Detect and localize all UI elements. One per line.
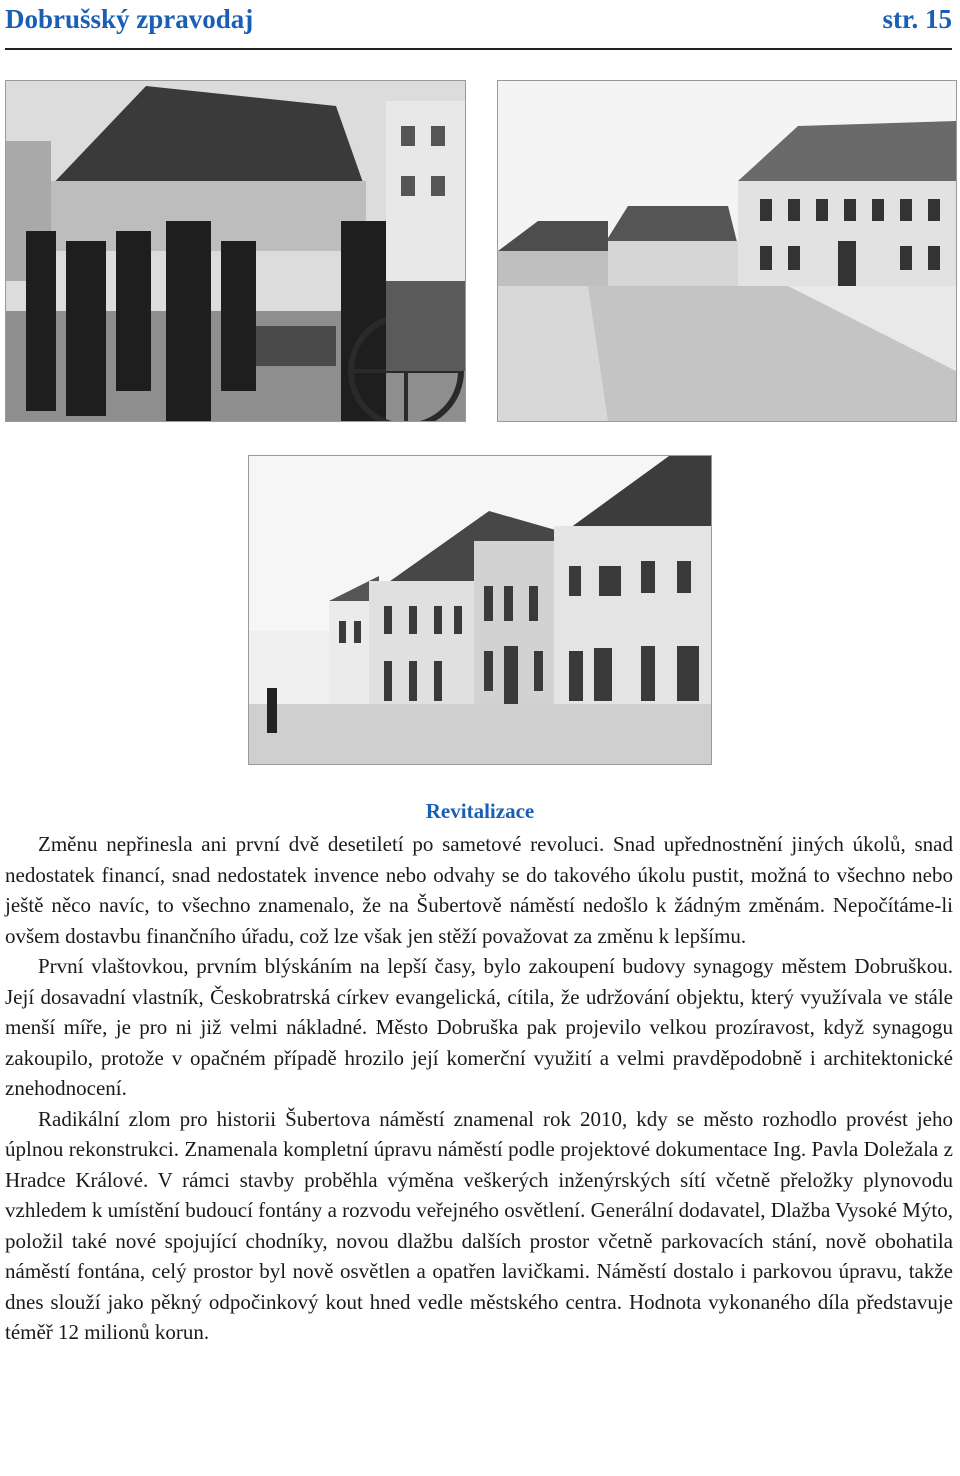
article-paragraph: Radikální zlom pro historii Šubertova náměstí znamenal rok 2010, kdy se město rozhodlo provést jeho úplnou rekonstrukci. Znamenala kompletní úpravu náměstí podle projektové dokumentace Ing. Pavla Doležala z Hradce Králové. V rámci stavby proběhla výměna veškerých inženýrských sítí včetně přeložky plynovodu vzhledem k umístění budoucí fontány a rozvodu veřejného osvětlení. Generální dodavatel, Dlažba Vysoké Mýto, položil také nové spojující chodníky, novou dlažbu dalších prostor včetně parkovacích stání, nově obohatila náměstí fontána, celý prostor byl nově osvětlen a opatřen lavičkami. Náměstí dostalo i parkovou úpravu, takže dnes slouží jako pěkný odpočinkový kout hned vedle městského centra. Hodnota vykonaného díla představuje téměř 12 milionů korun.	[5, 1106, 953, 1344]
page-header	[5, 0, 952, 38]
historic-market-photo	[5, 80, 466, 422]
page-number: str. 15	[882, 3, 952, 34]
publication-title: Dobrušský zpravodaj	[5, 3, 254, 34]
historic-square-buildings-photo	[497, 80, 957, 422]
article-body	[5, 829, 953, 1348]
article-paragraph: Změnu nepřinesla ani první dvě desetiletí po sametové revoluci. Snad upřednostnění jiných úkolů, snad nedostatek financí, snad nedostatek invence nebo odvahy se do takového úkolu pustit, možná to všechno nebo ještě něco navíc, to všechno znamenalo, že na Šubertově náměstí nedošlo k žádným změnám. Nepočítáme-li ovšem dostavbu finančního úřadu, což lze však jen stěží považovat za změnu k lepšímu.	[5, 832, 953, 948]
historic-synagogue-street-photo	[248, 455, 712, 765]
header-divider	[5, 48, 952, 50]
article-paragraph: První vlaštovkou, prvním blýskáním na lepší časy, bylo zakoupení budovy synagogy městem Dobruškou. Její dosavadní vlastník, Českobratrská církev evangelická, cítila, že udržování objektu, který využívala ve stále menší míře, je pro ni již velmi nákladné. Město Dobruška pak projevilo velkou prozíravost, když synagogu zakoupilo, protože v opačném případě hrozilo její komerční využití a velmi pravděpodobně i architektonické znehodnocení.	[5, 954, 953, 1100]
section-heading: Revitalizace	[425, 799, 535, 823]
